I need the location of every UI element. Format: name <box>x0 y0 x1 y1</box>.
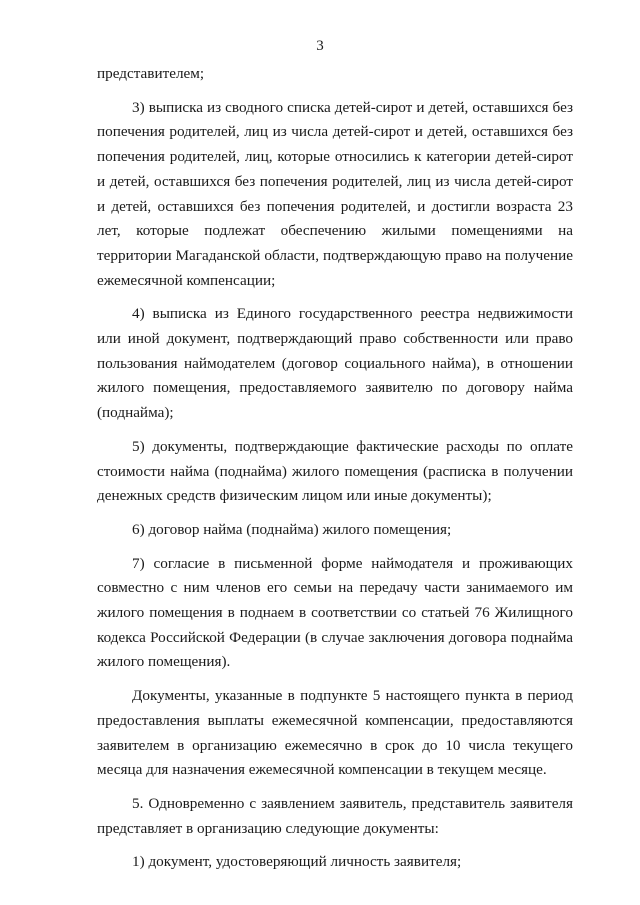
document-body <box>97 62 573 884</box>
paragraph-item-5: 5) документы, подтверждающие фактические расходы по оплате стоимости найма (поднайма) жилого помещения (расписка в получении денежных средств физическим лицом или иные документы); <box>97 437 573 505</box>
paragraph-item-6: 6) договор найма (поднайма) жилого помещения; <box>132 520 452 538</box>
paragraph-section-5: 5. Одновременно с заявлением заявитель, представитель заявителя представляет в организацию следующие документы: <box>97 794 573 837</box>
paragraph-continuation: представителем; <box>97 65 205 82</box>
paragraph-item-3: 3) выписка из сводного списка детей-сирот и детей, оставшихся без попечения родителей, лиц из числа детей-сирот и детей, оставшихся без попечения родителей, лиц, которые относились к категории детей-сирот и детей, оставшихся без попечения родителей, лиц из числа детей-сирот и детей, оставшихся без попечения родителей, и достигли возраста 23 лет, которые подлежат обеспечению жилыми помещениями на территории Магаданской области, подтверждающую право на получение ежемесячной компенсации; <box>97 98 573 289</box>
paragraph-item-7: 7) согласие в письменной форме наймодателя и проживающих совместно с ним членов его семьи на передачу части занимаемого им жилого помещения в поднаем в соответствии со статьей 76 Жилищного кодекса Российской Федерации (в случае заключения договора поднайма жилого помещения). <box>97 554 573 671</box>
page-number: 3 <box>316 38 324 54</box>
paragraph-item-4: 4) выписка из Единого государственного реестра недвижимости или иной документ, подтверждающий право собственности или право пользования наймодателем (договор социального найма), в отношении жилого помещения, предоставляемого заявителю по договору найма (поднайма); <box>97 305 573 422</box>
paragraph-documents-note: Документы, указанные в подпункте 5 настоящего пункта в период предоставления выплаты ежемесячной компенсации, предоставляются заявителем в организацию ежемесячно в срок до 10 числа текущего месяца для назначения ежемесячной компенсации в текущем месяце. <box>97 687 573 779</box>
paragraph-section-5-item-1: 1) документ, удостоверяющий личность заявителя; <box>132 853 462 871</box>
